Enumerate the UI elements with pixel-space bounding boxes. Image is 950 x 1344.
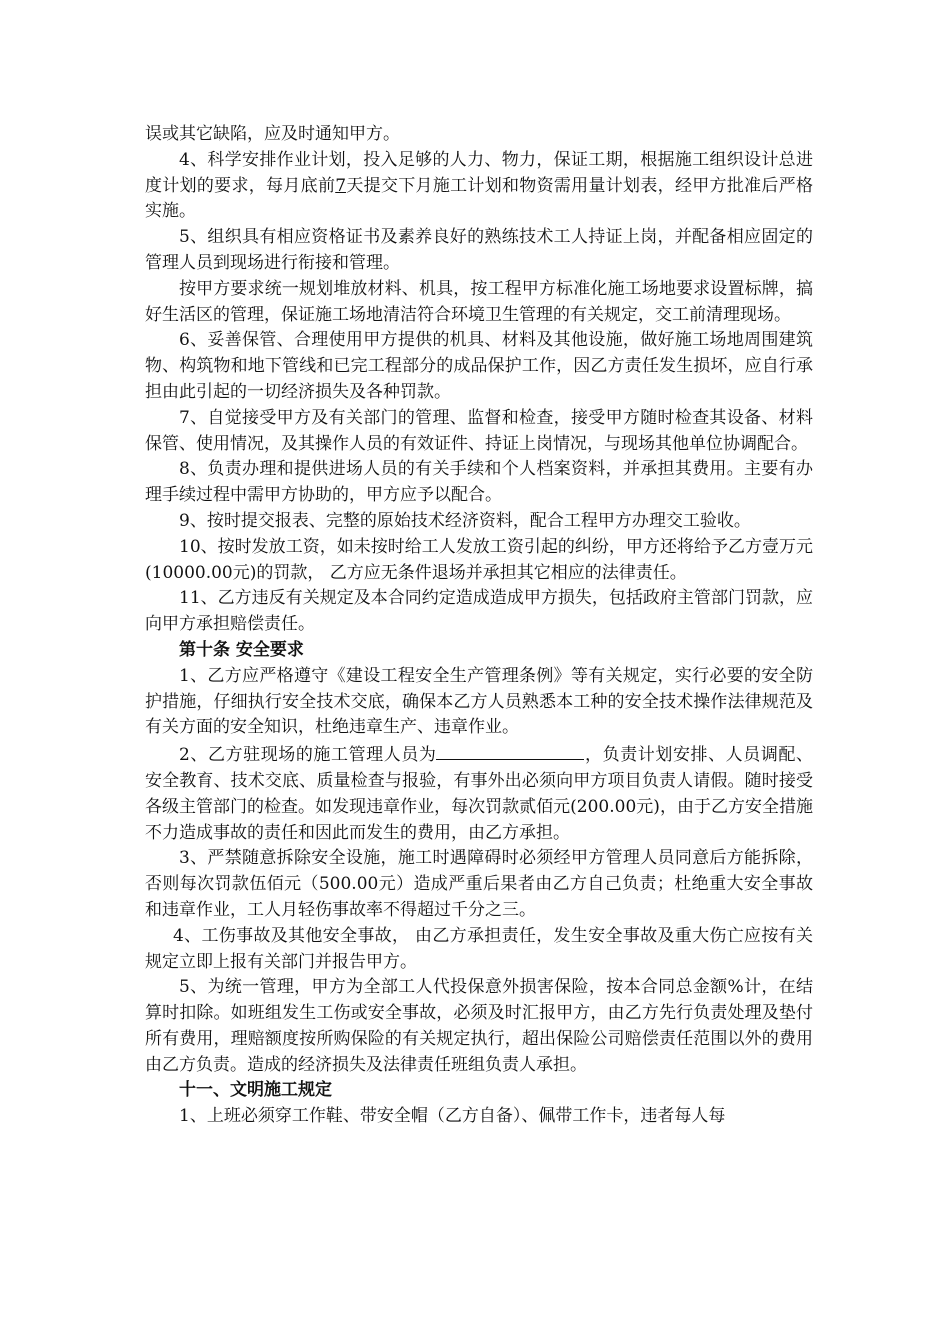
clause-6: 6、妥善保管、合理使用甲方提供的机具、材料及其他设施，做好施工场地周围建筑物、构筑物和地下管线和已完工程部分的成品保护工作，因乙方责任发生损坏，应自行承担由此引起的一切经济损失及各种罚款。 [145,330,813,402]
safety-clause-2-text-b: ，负责计划安排、人员调配、安全教育、技术交底、质量检查与报验，有事外出必须向甲方项目负责人请假。随时接受各级主管部门的检查。如发现违章作业，每次罚款贰佰元(200.00元)，由于乙方安全措施不力造成事故的责任和因此而发生的费用，由乙方承担。 [145,745,813,843]
document-page [145,122,813,1130]
clause-11: 11、乙方违反有关规定及本合同约定造成造成甲方损失，包括政府主管部门罚款，应向甲方承担赔偿责任。 [145,588,813,635]
safety-clause-3: 3、严禁随意拆除安全设施，施工时遇障碍时必须经甲方管理人员同意后方能拆除，否则每次罚款伍佰元（500.00元）造成严重后果者由乙方自己负责；杜绝重大安全事故和违章作业，工人月轻伤事故率不得超过千分之三。 [145,848,813,920]
safety-clause-1: 1、乙方应严格遵守《建设工程安全生产管理条例》等有关规定，实行必要的安全防护措施，仔细执行安全技术交底，确保本乙方人员熟悉本工种的安全技术操作法律规范及有关方面的安全知识，杜绝违章生产、违章作业。 [145,665,813,738]
paragraph-continued: 误或其它缺陷，应及时通知甲方。 [145,124,400,144]
clause-4-text-b: 天提交下月施工计划和物资需用量计划表，经甲方批准后严格实施。 [145,175,813,222]
clause-4-text-a: 4、科学安排作业计划，投入足够的人力、物力，保证工期，根据施工组织设计总进度计划的要求，每月底前 [145,149,813,196]
manager-name-blank [436,741,584,760]
clause-4-days-value: 7 [335,175,347,196]
clause-7: 7、自觉接受甲方及有关部门的管理、监督和检查，接受甲方随时检查其设备、材料保管、使用情况，及其操作人员的有效证件、持证上岗情况，与现场其他单位协调配合。 [145,407,813,454]
clause-site-layout: 按甲方要求统一规划堆放材料、机具，按工程甲方标准化施工场地要求设置标牌，搞好生活区的管理，保证施工场地清洁符合环境卫生管理的有关规定，交工前清理现场。 [145,278,813,325]
clause-5: 5、组织具有相应资格证书及素养良好的熟练技术工人持证上岗，并配备相应固定的管理人员到现场进行衔接和管理。 [145,227,813,273]
clause-4 [145,148,813,225]
safety-clause-2 [145,741,813,846]
clause-9: 9、按时提交报表、完整的原始技术经济资料，配合工程甲方办理交工验收。 [179,510,751,531]
section-heading-article-11: 十一、文明施工规定 [179,1080,332,1101]
section-heading-article-10: 第十条 安全要求 [179,639,304,660]
civilized-clause-1: 1、上班必须穿工作鞋、带安全帽（乙方自备）、佩带工作卡，违者每人每 [179,1106,726,1127]
safety-clause-5: 5、为统一管理，甲方为全部工人代投保意外损害保险，按本合同总金额%计，在结算时扣除。如班组发生工伤或安全事故，必须及时汇报甲方，由乙方先行负责处理及垫付所有费用，理赔额度按所购保险的有关规定执行，超出保险公司赔偿责任范围以外的费用由乙方负责。造成的经济损失及法律责任班组负责人承担。 [145,977,813,1075]
clause-10: 10、按时发放工资，如未按时给工人发放工资引起的纠纷，甲方还将给予乙方壹万元 (10000.00元)的罚款， 乙方应无条件退场并承担其它相应的法律责任。 [145,536,813,583]
clause-8: 8、负责办理和提供进场人员的有关手续和个人档案资料，并承担其费用。主要有办理手续过程中需甲方协助的，甲方应予以配合。 [145,459,813,506]
safety-clause-4: 4、工伤事故及其他安全事故， 由乙方承担责任，发生安全事故及重大伤亡应按有关规定立即上报有关部门并报告甲方。 [145,925,813,972]
safety-clause-2-text-a: 2、乙方驻现场的施工管理人员为 [179,745,437,766]
